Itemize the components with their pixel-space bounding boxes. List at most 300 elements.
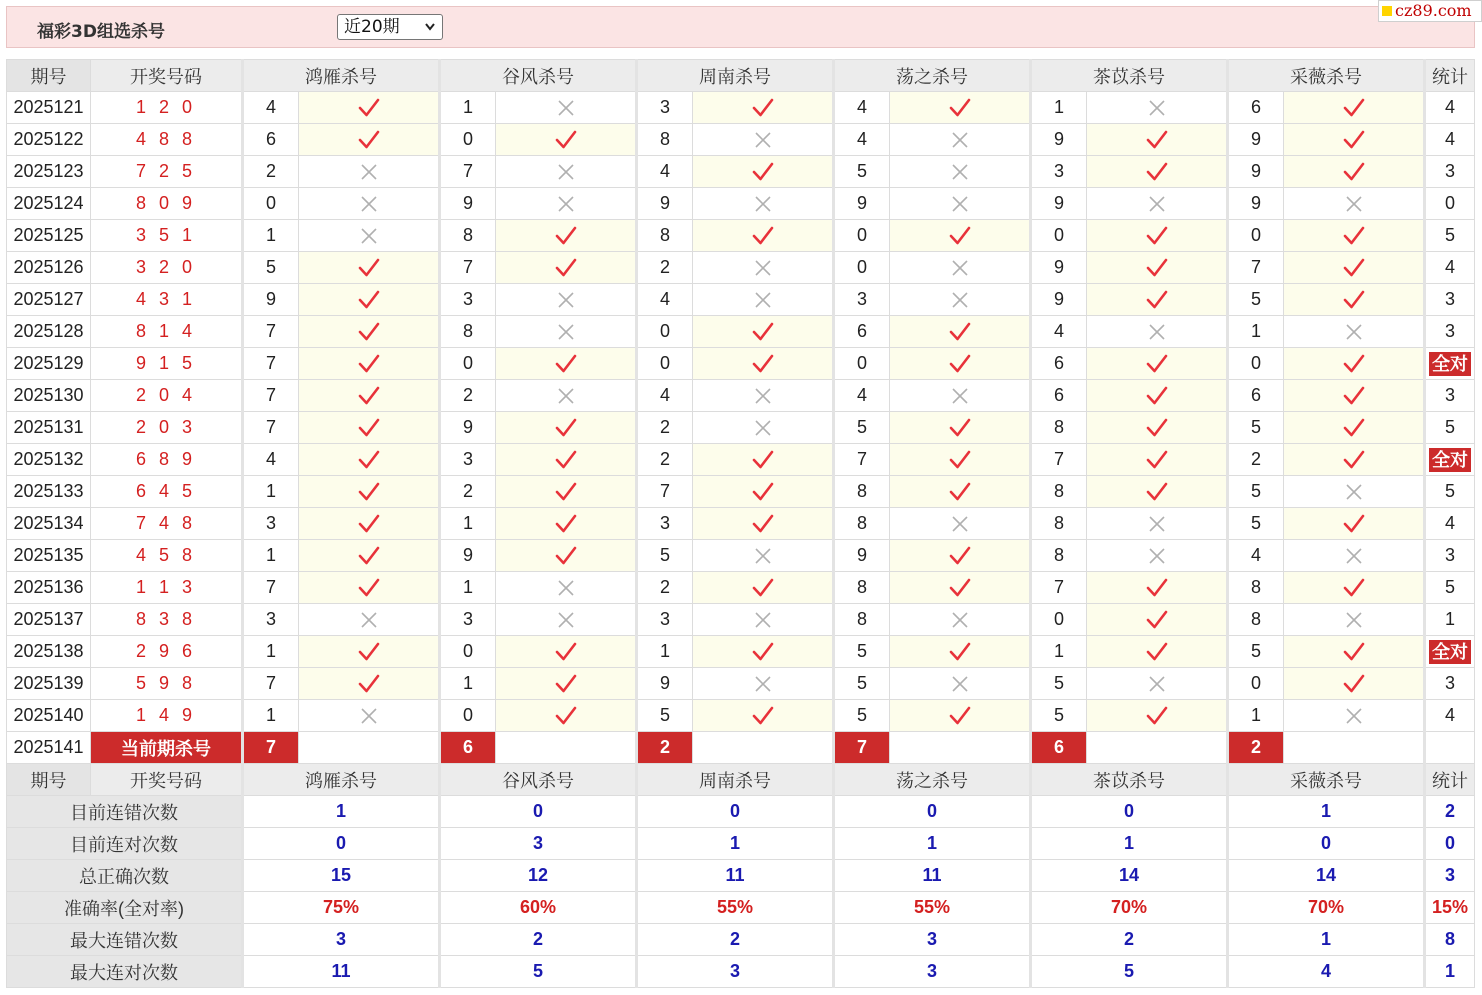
kill-number-cell: 1	[243, 700, 299, 732]
summary-header-row	[7, 764, 1475, 796]
check-icon	[693, 636, 834, 668]
summary-value: 3	[243, 924, 440, 956]
summary-value: 70%	[1031, 892, 1228, 924]
draw-numbers-cell: 3 5 1	[91, 220, 243, 252]
kill-number-cell: 4	[834, 92, 890, 124]
kill-number-cell: 7	[243, 412, 299, 444]
kill-number-cell: 9	[440, 412, 496, 444]
col-header-expert: 谷风杀号	[440, 764, 637, 796]
current-kill-number: 7	[243, 732, 299, 764]
kill-number-cell: 5	[834, 700, 890, 732]
period-select[interactable]	[337, 14, 443, 40]
empty-cell	[890, 732, 1031, 764]
cross-icon	[890, 508, 1031, 540]
stat-cell: 1	[1425, 604, 1475, 636]
draw-numbers-cell: 6 8 9	[91, 444, 243, 476]
table-row	[7, 700, 1475, 732]
table-row	[7, 348, 1475, 380]
kill-number-cell: 6	[1031, 348, 1087, 380]
check-icon	[496, 220, 637, 252]
kill-number-cell: 1	[243, 540, 299, 572]
kill-number-cell: 3	[637, 508, 693, 540]
kill-number-cell: 3	[440, 604, 496, 636]
col-header-expert: 鸿雁杀号	[243, 60, 440, 92]
kill-number-cell: 0	[834, 252, 890, 284]
check-icon	[299, 252, 440, 284]
cross-icon	[1087, 508, 1228, 540]
col-header-expert: 茶苡杀号	[1031, 764, 1228, 796]
table-row	[7, 316, 1475, 348]
table-row	[7, 508, 1475, 540]
cross-icon	[1284, 316, 1425, 348]
kill-number-cell: 9	[637, 668, 693, 700]
kill-number-cell: 5	[834, 668, 890, 700]
kill-number-cell: 1	[1228, 316, 1284, 348]
draw-numbers-cell: 1 4 9	[91, 700, 243, 732]
kill-number-cell: 7	[243, 668, 299, 700]
all-correct-badge: 全对	[1429, 640, 1471, 664]
cross-icon	[299, 604, 440, 636]
check-icon	[1284, 92, 1425, 124]
summary-label: 最大连错次数	[7, 924, 243, 956]
check-icon	[299, 284, 440, 316]
check-icon	[890, 636, 1031, 668]
stat-cell: 3	[1425, 668, 1475, 700]
kill-number-cell: 2	[637, 572, 693, 604]
kill-number-cell: 4	[834, 124, 890, 156]
kill-number-cell: 7	[243, 316, 299, 348]
check-icon	[1284, 156, 1425, 188]
cross-icon	[299, 156, 440, 188]
kill-number-cell: 6	[834, 316, 890, 348]
stat-cell	[1425, 444, 1475, 476]
kill-number-cell: 8	[834, 508, 890, 540]
kill-number-cell: 9	[1228, 124, 1284, 156]
col-header-expert: 周南杀号	[637, 60, 834, 92]
draw-numbers-cell: 4 3 1	[91, 284, 243, 316]
stat-cell: 4	[1425, 252, 1475, 284]
kill-number-cell: 8	[1228, 572, 1284, 604]
cross-icon	[1284, 700, 1425, 732]
kill-number-cell: 1	[243, 220, 299, 252]
summary-row	[7, 956, 1475, 988]
current-kill-number: 2	[1228, 732, 1284, 764]
period-cell: 2025130	[7, 380, 91, 412]
summary-value: 11	[834, 860, 1031, 892]
period-select-value: 近20期	[344, 17, 400, 37]
col-header-stat: 统计	[1425, 764, 1475, 796]
kill-number-cell: 2	[637, 252, 693, 284]
kill-number-cell: 6	[1031, 380, 1087, 412]
check-icon	[299, 668, 440, 700]
check-icon	[1087, 604, 1228, 636]
kill-number-cell: 5	[1031, 668, 1087, 700]
top-bar	[6, 6, 1475, 48]
check-icon	[299, 412, 440, 444]
kill-number-cell: 1	[243, 636, 299, 668]
summary-value: 55%	[637, 892, 834, 924]
summary-value: 0	[243, 828, 440, 860]
summary-label: 准确率(全对率)	[7, 892, 243, 924]
check-icon	[693, 348, 834, 380]
kill-number-cell: 9	[1031, 284, 1087, 316]
table-row	[7, 636, 1475, 668]
stat-cell: 0	[1425, 188, 1475, 220]
kill-number-cell: 5	[637, 540, 693, 572]
table-row	[7, 188, 1475, 220]
check-icon	[1087, 252, 1228, 284]
kill-number-cell: 0	[1031, 604, 1087, 636]
table-row	[7, 668, 1475, 700]
badge-square-icon	[1382, 6, 1392, 16]
summary-row	[7, 796, 1475, 828]
kill-number-cell: 5	[637, 700, 693, 732]
kill-number-cell: 8	[637, 124, 693, 156]
current-period-row	[7, 732, 1475, 764]
draw-numbers-cell: 8 1 4	[91, 316, 243, 348]
summary-row	[7, 892, 1475, 924]
check-icon	[1284, 284, 1425, 316]
check-icon	[890, 700, 1031, 732]
check-icon	[890, 412, 1031, 444]
check-icon	[299, 124, 440, 156]
col-header-expert: 采薇杀号	[1228, 764, 1425, 796]
draw-numbers-cell: 4 5 8	[91, 540, 243, 572]
kill-number-cell: 8	[440, 316, 496, 348]
period-cell: 2025136	[7, 572, 91, 604]
current-kill-number: 7	[834, 732, 890, 764]
check-icon	[693, 508, 834, 540]
check-icon	[890, 92, 1031, 124]
period-cell: 2025124	[7, 188, 91, 220]
period-cell: 2025129	[7, 348, 91, 380]
cross-icon	[1284, 540, 1425, 572]
kill-number-cell: 7	[1031, 444, 1087, 476]
draw-numbers-cell: 7 4 8	[91, 508, 243, 540]
kill-number-cell: 3	[440, 444, 496, 476]
kill-number-cell: 4	[637, 380, 693, 412]
cross-icon	[496, 380, 637, 412]
kill-number-cell: 8	[637, 220, 693, 252]
kill-number-cell: 6	[1228, 92, 1284, 124]
col-header-expert: 荡之杀号	[834, 764, 1031, 796]
kill-number-cell: 0	[637, 348, 693, 380]
period-cell: 2025137	[7, 604, 91, 636]
check-icon	[890, 316, 1031, 348]
cross-icon	[496, 604, 637, 636]
check-icon	[890, 476, 1031, 508]
draw-numbers-cell: 2 0 3	[91, 412, 243, 444]
period-cell: 2025126	[7, 252, 91, 284]
cross-icon	[890, 380, 1031, 412]
summary-label: 最大连对次数	[7, 956, 243, 988]
cross-icon	[693, 124, 834, 156]
check-icon	[299, 508, 440, 540]
col-header-expert: 茶苡杀号	[1031, 60, 1228, 92]
kill-number-cell: 0	[834, 220, 890, 252]
empty-cell	[1087, 732, 1228, 764]
summary-value: 75%	[243, 892, 440, 924]
check-icon	[496, 540, 637, 572]
check-icon	[693, 700, 834, 732]
check-icon	[1284, 668, 1425, 700]
summary-label: 总正确次数	[7, 860, 243, 892]
check-icon	[693, 316, 834, 348]
check-icon	[496, 252, 637, 284]
summary-stat-value: 1	[1425, 956, 1475, 988]
kill-number-cell: 0	[1228, 668, 1284, 700]
check-icon	[1284, 508, 1425, 540]
kill-number-cell: 1	[1228, 700, 1284, 732]
col-header-period: 期号	[7, 764, 91, 796]
cross-icon	[496, 316, 637, 348]
cross-icon	[1087, 668, 1228, 700]
draw-numbers-cell: 2 9 6	[91, 636, 243, 668]
check-icon	[1087, 636, 1228, 668]
summary-value: 12	[440, 860, 637, 892]
empty-cell	[693, 732, 834, 764]
empty-cell	[1284, 732, 1425, 764]
summary-value: 0	[440, 796, 637, 828]
kill-number-cell: 2	[637, 412, 693, 444]
kill-number-cell: 7	[1228, 252, 1284, 284]
cross-icon	[1087, 188, 1228, 220]
period-cell: 2025134	[7, 508, 91, 540]
summary-row	[7, 860, 1475, 892]
check-icon	[299, 444, 440, 476]
kill-number-cell: 3	[440, 284, 496, 316]
period-cell: 2025138	[7, 636, 91, 668]
summary-value: 3	[637, 956, 834, 988]
draw-numbers-cell: 6 4 5	[91, 476, 243, 508]
table-row	[7, 444, 1475, 476]
kill-number-cell: 5	[1228, 412, 1284, 444]
col-header-draw: 开奖号码	[91, 764, 243, 796]
summary-row	[7, 828, 1475, 860]
draw-numbers-cell: 8 3 8	[91, 604, 243, 636]
stat-cell: 3	[1425, 284, 1475, 316]
summary-value: 3	[834, 924, 1031, 956]
kill-number-cell: 7	[637, 476, 693, 508]
table-row	[7, 284, 1475, 316]
check-icon	[299, 572, 440, 604]
cross-icon	[1087, 540, 1228, 572]
cross-icon	[693, 284, 834, 316]
draw-numbers-cell: 1 1 3	[91, 572, 243, 604]
kill-number-cell: 9	[1031, 188, 1087, 220]
kill-number-cell: 0	[834, 348, 890, 380]
cross-icon	[299, 700, 440, 732]
check-icon	[496, 668, 637, 700]
kill-number-cell: 1	[440, 668, 496, 700]
table-row	[7, 572, 1475, 604]
kill-number-cell: 1	[243, 476, 299, 508]
kill-number-cell: 4	[1228, 540, 1284, 572]
kill-number-cell: 8	[1031, 508, 1087, 540]
summary-value: 14	[1228, 860, 1425, 892]
site-badge[interactable]	[1378, 0, 1482, 22]
check-icon	[890, 540, 1031, 572]
stat-cell: 3	[1425, 316, 1475, 348]
kill-number-cell: 9	[243, 284, 299, 316]
kill-number-cell: 1	[637, 636, 693, 668]
check-icon	[1087, 412, 1228, 444]
kill-number-cell: 3	[243, 604, 299, 636]
cross-icon	[496, 284, 637, 316]
kill-number-cell: 4	[637, 156, 693, 188]
summary-stat-value: 3	[1425, 860, 1475, 892]
check-icon	[1087, 348, 1228, 380]
kill-number-cell: 8	[834, 476, 890, 508]
check-icon	[1284, 124, 1425, 156]
cross-icon	[890, 124, 1031, 156]
kill-number-cell: 9	[1031, 124, 1087, 156]
check-icon	[1087, 572, 1228, 604]
summary-stat-value: 0	[1425, 828, 1475, 860]
stat-cell: 3	[1425, 540, 1475, 572]
draw-numbers-cell: 9 1 5	[91, 348, 243, 380]
check-icon	[299, 476, 440, 508]
kill-number-cell: 0	[1228, 220, 1284, 252]
stat-cell: 3	[1425, 156, 1475, 188]
kill-number-cell: 9	[834, 188, 890, 220]
check-icon	[496, 348, 637, 380]
summary-value: 5	[1031, 956, 1228, 988]
summary-value: 2	[1031, 924, 1228, 956]
cross-icon	[496, 572, 637, 604]
kill-number-cell: 1	[440, 92, 496, 124]
table-row	[7, 380, 1475, 412]
check-icon	[496, 508, 637, 540]
stat-cell: 5	[1425, 412, 1475, 444]
check-icon	[693, 476, 834, 508]
check-icon	[299, 380, 440, 412]
kill-number-cell: 4	[834, 380, 890, 412]
kill-number-cell: 8	[1031, 476, 1087, 508]
check-icon	[890, 348, 1031, 380]
page-title: 福彩3D组选杀号	[37, 22, 165, 42]
check-icon	[1087, 220, 1228, 252]
current-kill-label: 当前期杀号	[91, 732, 243, 764]
check-icon	[1284, 348, 1425, 380]
cross-icon	[890, 604, 1031, 636]
stat-cell: 4	[1425, 700, 1475, 732]
draw-numbers-cell: 2 0 4	[91, 380, 243, 412]
kill-number-cell: 5	[1228, 636, 1284, 668]
check-icon	[299, 636, 440, 668]
check-icon	[1284, 444, 1425, 476]
check-icon	[496, 124, 637, 156]
kill-number-cell: 9	[1031, 252, 1087, 284]
all-correct-badge: 全对	[1429, 448, 1471, 472]
check-icon	[1284, 572, 1425, 604]
kill-number-cell: 9	[834, 540, 890, 572]
check-icon	[693, 156, 834, 188]
kill-number-cell: 2	[243, 156, 299, 188]
table-row	[7, 92, 1475, 124]
summary-value: 3	[440, 828, 637, 860]
kill-number-cell: 6	[1228, 380, 1284, 412]
kill-number-cell: 7	[1031, 572, 1087, 604]
summary-stat-value: 15%	[1425, 892, 1475, 924]
kill-number-cell: 3	[637, 604, 693, 636]
summary-value: 14	[1031, 860, 1228, 892]
summary-row	[7, 924, 1475, 956]
kill-number-cell: 2	[1228, 444, 1284, 476]
cross-icon	[693, 380, 834, 412]
cross-icon	[1284, 604, 1425, 636]
kill-number-cell: 5	[834, 636, 890, 668]
site-badge-text: cz89.com	[1395, 1, 1472, 20]
table-row	[7, 124, 1475, 156]
cross-icon	[890, 668, 1031, 700]
table-row	[7, 412, 1475, 444]
kill-number-cell: 0	[637, 316, 693, 348]
period-cell: 2025131	[7, 412, 91, 444]
table-row	[7, 156, 1475, 188]
kill-number-cell: 2	[440, 380, 496, 412]
kill-number-cell: 5	[834, 412, 890, 444]
summary-value: 1	[1228, 796, 1425, 828]
cross-icon	[496, 92, 637, 124]
current-kill-number: 6	[440, 732, 496, 764]
table-row	[7, 252, 1475, 284]
period-cell: 2025125	[7, 220, 91, 252]
table-row	[7, 604, 1475, 636]
kill-number-cell: 0	[440, 636, 496, 668]
cross-icon	[693, 252, 834, 284]
current-kill-number: 6	[1031, 732, 1087, 764]
summary-value: 1	[1228, 924, 1425, 956]
check-icon	[1087, 156, 1228, 188]
table-row	[7, 540, 1475, 572]
check-icon	[1284, 220, 1425, 252]
cross-icon	[693, 668, 834, 700]
cross-icon	[693, 188, 834, 220]
empty-cell	[1425, 732, 1475, 764]
cross-icon	[1087, 316, 1228, 348]
kill-number-cell: 8	[1031, 540, 1087, 572]
kill-number-cell: 4	[1031, 316, 1087, 348]
kill-number-cell: 0	[1031, 220, 1087, 252]
check-icon	[1284, 252, 1425, 284]
summary-value: 2	[440, 924, 637, 956]
check-icon	[890, 572, 1031, 604]
check-icon	[1284, 412, 1425, 444]
check-icon	[1284, 636, 1425, 668]
check-icon	[1087, 284, 1228, 316]
check-icon	[1087, 124, 1228, 156]
summary-value: 1	[834, 828, 1031, 860]
table-header-row	[7, 60, 1475, 92]
current-period-cell: 2025141	[7, 732, 91, 764]
kill-number-cell: 0	[440, 124, 496, 156]
empty-cell	[496, 732, 637, 764]
check-icon	[496, 636, 637, 668]
kill-number-cell: 8	[1031, 412, 1087, 444]
period-cell: 2025121	[7, 92, 91, 124]
draw-numbers-cell: 4 8 8	[91, 124, 243, 156]
kill-number-cell: 2	[440, 476, 496, 508]
kill-number-cell: 0	[243, 188, 299, 220]
draw-numbers-cell: 1 2 0	[91, 92, 243, 124]
summary-value: 15	[243, 860, 440, 892]
kill-number-cell: 3	[1031, 156, 1087, 188]
kill-number-cell: 5	[243, 252, 299, 284]
check-icon	[1087, 476, 1228, 508]
kill-number-cell: 2	[637, 444, 693, 476]
stat-cell	[1425, 636, 1475, 668]
